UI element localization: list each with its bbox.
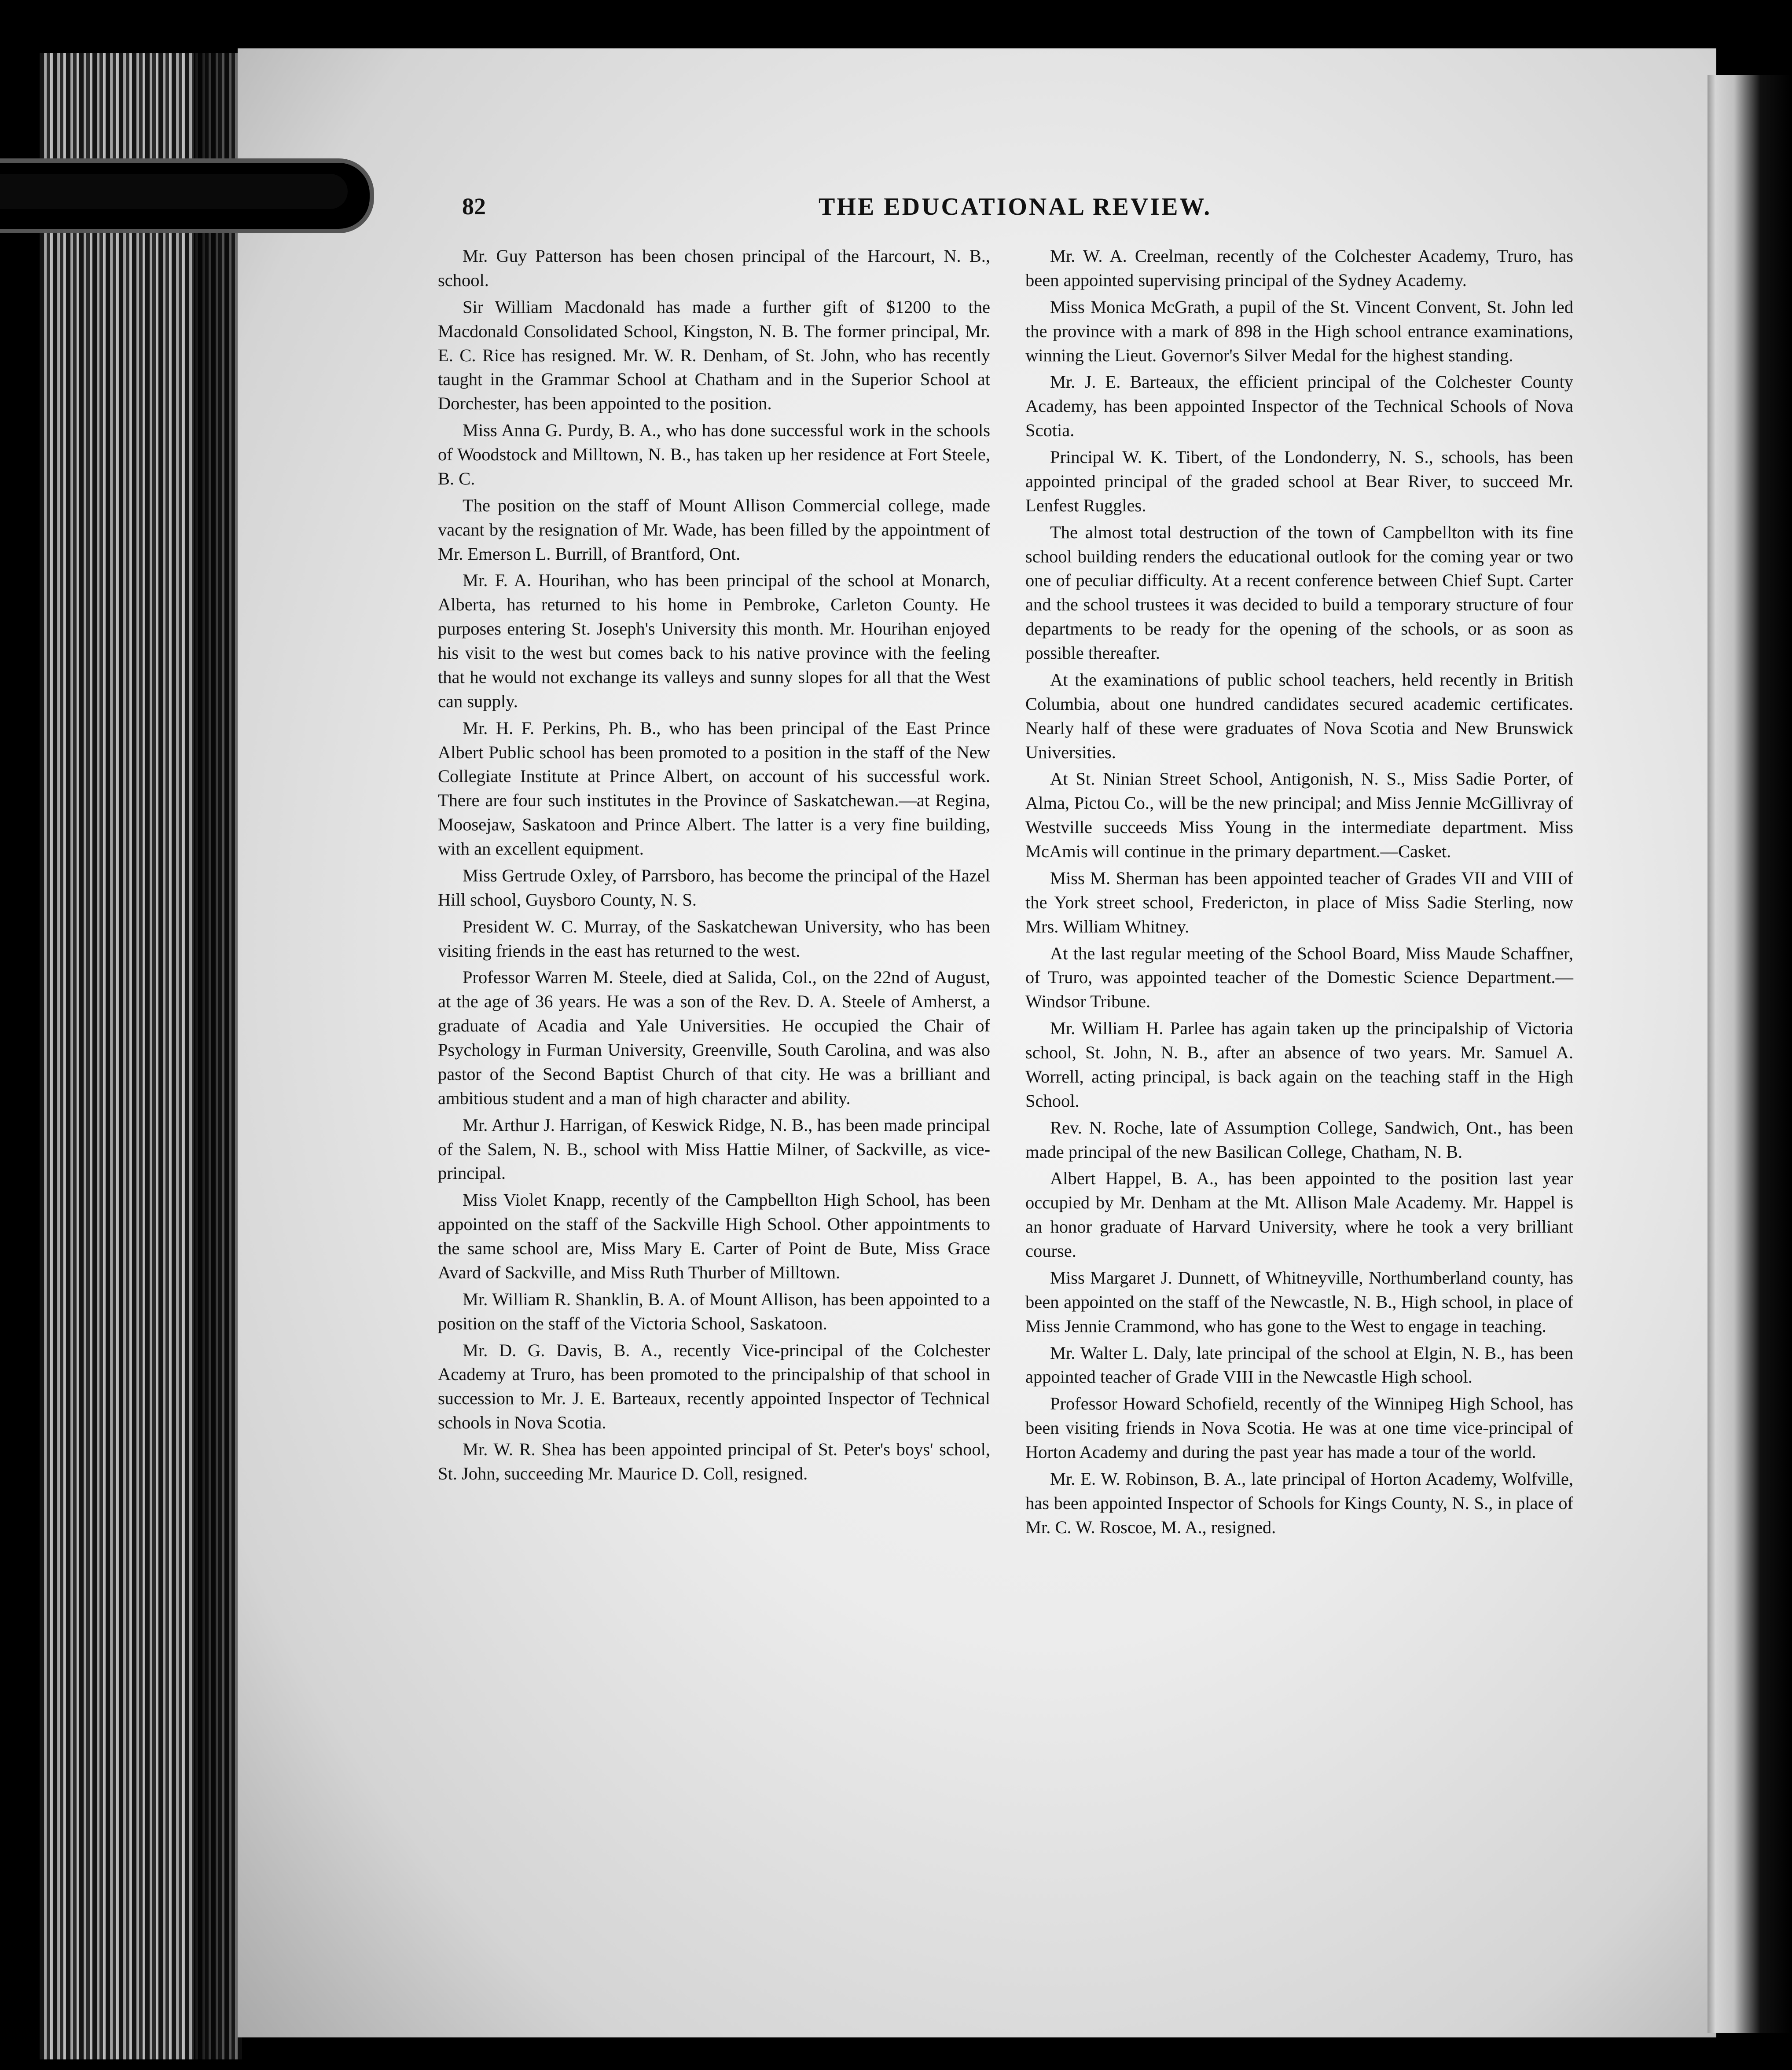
paragraph: Mr. W. R. Shea has been appointed principal of St. Peter's boys' school, St. John, succeeding Mr. Maurice D. Coll, resigned. [438, 1439, 990, 1483]
paragraph: Mr. W. A. Creelman, recently of the Colchester Academy, Truro, has been appointed supervising principal of the Sydney Academy. [1025, 246, 1573, 290]
left-column [438, 244, 990, 1489]
paragraph: Mr. William H. Parlee has again taken up the principalship of Victoria school, St. John, N. B., after an absence of two years. Mr. Samuel A. Worrell, acting principal, is back again on the teaching staff in the High School. [1025, 1018, 1573, 1111]
paragraph: Sir William Macdonald has made a further gift of $1200 to the Macdonald Consolidated School, Kingston, N. B. The former principal, Mr. E. C. Rice has resigned. Mr. W. R. Denham, of St. John, who has recently taught in the Grammar School at Chatham and in the Superior School at Dorchester, has been appointed to the position. [438, 297, 990, 414]
paragraph: Mr. Arthur J. Harrigan, of Keswick Ridge, N. B., has been made principal of the Salem, N. B., school with Miss Hattie Milner, of Sackville, as vice-principal. [438, 1115, 990, 1183]
paragraph: At the last regular meeting of the School Board, Miss Maude Schaffner, of Truro, was appointed teacher of the Domestic Science Department.— Windsor Tribune. [1025, 943, 1573, 1012]
paragraph: Mr. Walter L. Daly, late principal of the school at Elgin, N. B., has been appointed teacher of Grade VIII in the Newcastle High school. [1025, 1343, 1573, 1387]
right-column [1025, 244, 1573, 1542]
paragraph: Mr. F. A. Hourihan, who has been principal of the school at Monarch, Alberta, has returned to his home in Pembroke, Carleton County. He purposes entering St. Joseph's University this month. Mr. Hourihan enjoyed his visit to the west but comes back to his native province with the feeling that he would not exchange its valleys and sunny slopes for all that the West can supply. [438, 570, 990, 711]
paragraph: Albert Happel, B. A., has been appointed to the position last year occupied by Mr. Denham at the Mt. Allison Male Academy. Mr. Happel is an honor graduate of Harvard University, where he took a very brilliant course. [1025, 1168, 1573, 1261]
paragraph: Miss Margaret J. Dunnett, of Whitneyville, Northumberland county, has been appointed on the staff of the Newcastle, N. B., High school, in place of Miss Jennie Crammond, who has gone to the West to engage in teaching. [1025, 1267, 1573, 1336]
facing-page-edge [1708, 75, 1792, 2033]
page-number: 82 [462, 193, 486, 220]
paragraph: Principal W. K. Tibert, of the Londonderry, N. S., schools, has been appointed principal of the graded school at Bear River, to succeed Mr. Lenfest Ruggles. [1025, 447, 1573, 515]
paragraph: Miss Violet Knapp, recently of the Campbellton High School, has been appointed on the staff of the Sackville High School. Other appointments to the same school are, Miss Mary E. Carter of Point de Bute, Miss Grace Avard of Sackville, and Miss Ruth Thurber of Milltown. [438, 1190, 990, 1282]
paragraph: Professor Warren M. Steele, died at Salida, Col., on the 22nd of August, at the age of 36 years. He was a son of the Rev. D. A. Steele of Amherst, a graduate of Acadia and Yale Universities. He occupied the Chair of Psychology in Furman University, Greenville, South Carolina, and was also pastor of the Second Baptist Church of that city. He was a brilliant and ambitious student and a man of high character and ability. [438, 967, 990, 1108]
paragraph: Mr. Guy Patterson has been chosen principal of the Harcourt, N. B., school. [438, 246, 990, 290]
paragraph: Miss Gertrude Oxley, of Parrsboro, has become the principal of the Hazel Hill school, Guysboro County, N. S. [438, 865, 990, 910]
paragraph: At the examinations of public school teachers, held recently in British Columbia, about one hundred candidates secured academic certificates. Nearly half of these were graduates of Nova Scotia and New Brunswick Universities. [1025, 669, 1573, 762]
paragraph: Rev. N. Roche, late of Assumption College, Sandwich, Ont., has been made principal of the new Basilican College, Chatham, N. B. [1025, 1117, 1573, 1162]
paragraph: At St. Ninian Street School, Antigonish, N. S., Miss Sadie Porter, of Alma, Pictou Co., will be the new principal; and Miss Jennie McGillivray of Westville succeeds Miss Young in the intermediate department. Miss McAmis will continue in the primary department.—Casket. [1025, 769, 1573, 861]
paragraph: Miss Anna G. Purdy, B. A., who has done successful work in the schools of Woodstock and Milltown, N. B., has taken up her residence at Fort Steele, B. C. [438, 420, 990, 488]
paragraph: President W. C. Murray, of the Saskatchewan University, who has been visiting friends in the east has returned to the west. [438, 916, 990, 961]
paragraph: Professor Howard Schofield, recently of the Winnipeg High School, has been visiting friends in Nova Scotia. He was at one time vice-principal of Horton Academy and during the past year has made a tour of the world. [1025, 1394, 1573, 1462]
paragraph: Mr. E. W. Robinson, B. A., late principal of Horton Academy, Wolfville, has been appointed Inspector of Schools for Kings County, N. S., in place of Mr. C. W. Roscoe, M. A., resigned. [1025, 1468, 1573, 1537]
paragraph: Mr. H. F. Perkins, Ph. B., who has been principal of the East Prince Albert Public school has been promoted to a position in the staff of the New Collegiate Institute at Prince Albert, on account of his successful work. There are four such institutes in the Province of Saskatchewan.—at Regina, Moosejaw, Saskatoon and Prince Albert. The latter is a very fine building, with an excellent equipment. [438, 718, 990, 859]
paragraph: Miss M. Sherman has been appointed teacher of Grades VII and VIII of the York street school, Fredericton, in place of Miss Sadie Sterling, now Mrs. William Whitney. [1025, 868, 1573, 936]
paragraph: Mr. D. G. Davis, B. A., recently Vice-principal of the Colchester Academy at Truro, has been promoted to the principalship of that school in succession to Mr. J. E. Barteaux, recently appointed Inspector of Technical schools in Nova Scotia. [438, 1340, 990, 1433]
page-clip-inner [0, 174, 348, 209]
paragraph: Mr. J. E. Barteaux, the efficient principal of the Colchester County Academy, has been appointed Inspector of the Technical Schools of Nova Scotia. [1025, 372, 1573, 440]
paragraph: Miss Monica McGrath, a pupil of the St. Vincent Convent, St. John led the province with a mark of 898 in the High school entrance examinations, winning the Lieut. Governor's Silver Medal for the highest standing. [1025, 297, 1573, 365]
paragraph: Mr. William R. Shanklin, B. A. of Mount Allison, has been appointed to a position on the staff of the Victoria School, Saskatoon. [438, 1289, 990, 1333]
running-head: THE EDUCATIONAL REVIEW. [819, 193, 1212, 220]
paragraph: The almost total destruction of the town of Campbellton with its fine school building renders the educational outlook for the coming year or two one of peculiar difficulty. At a recent conference between Chief Supt. Carter and the school trustees it was decided to build a temporary structure of four departments to be ready for the opening of the schools, or as soon as possible thereafter. [1025, 522, 1573, 663]
paragraph: The position on the staff of Mount Allison Commercial college, made vacant by the resignation of Mr. Wade, has been filled by the appointment of Mr. Emerson L. Burrill, of Brantford, Ont. [438, 495, 990, 564]
